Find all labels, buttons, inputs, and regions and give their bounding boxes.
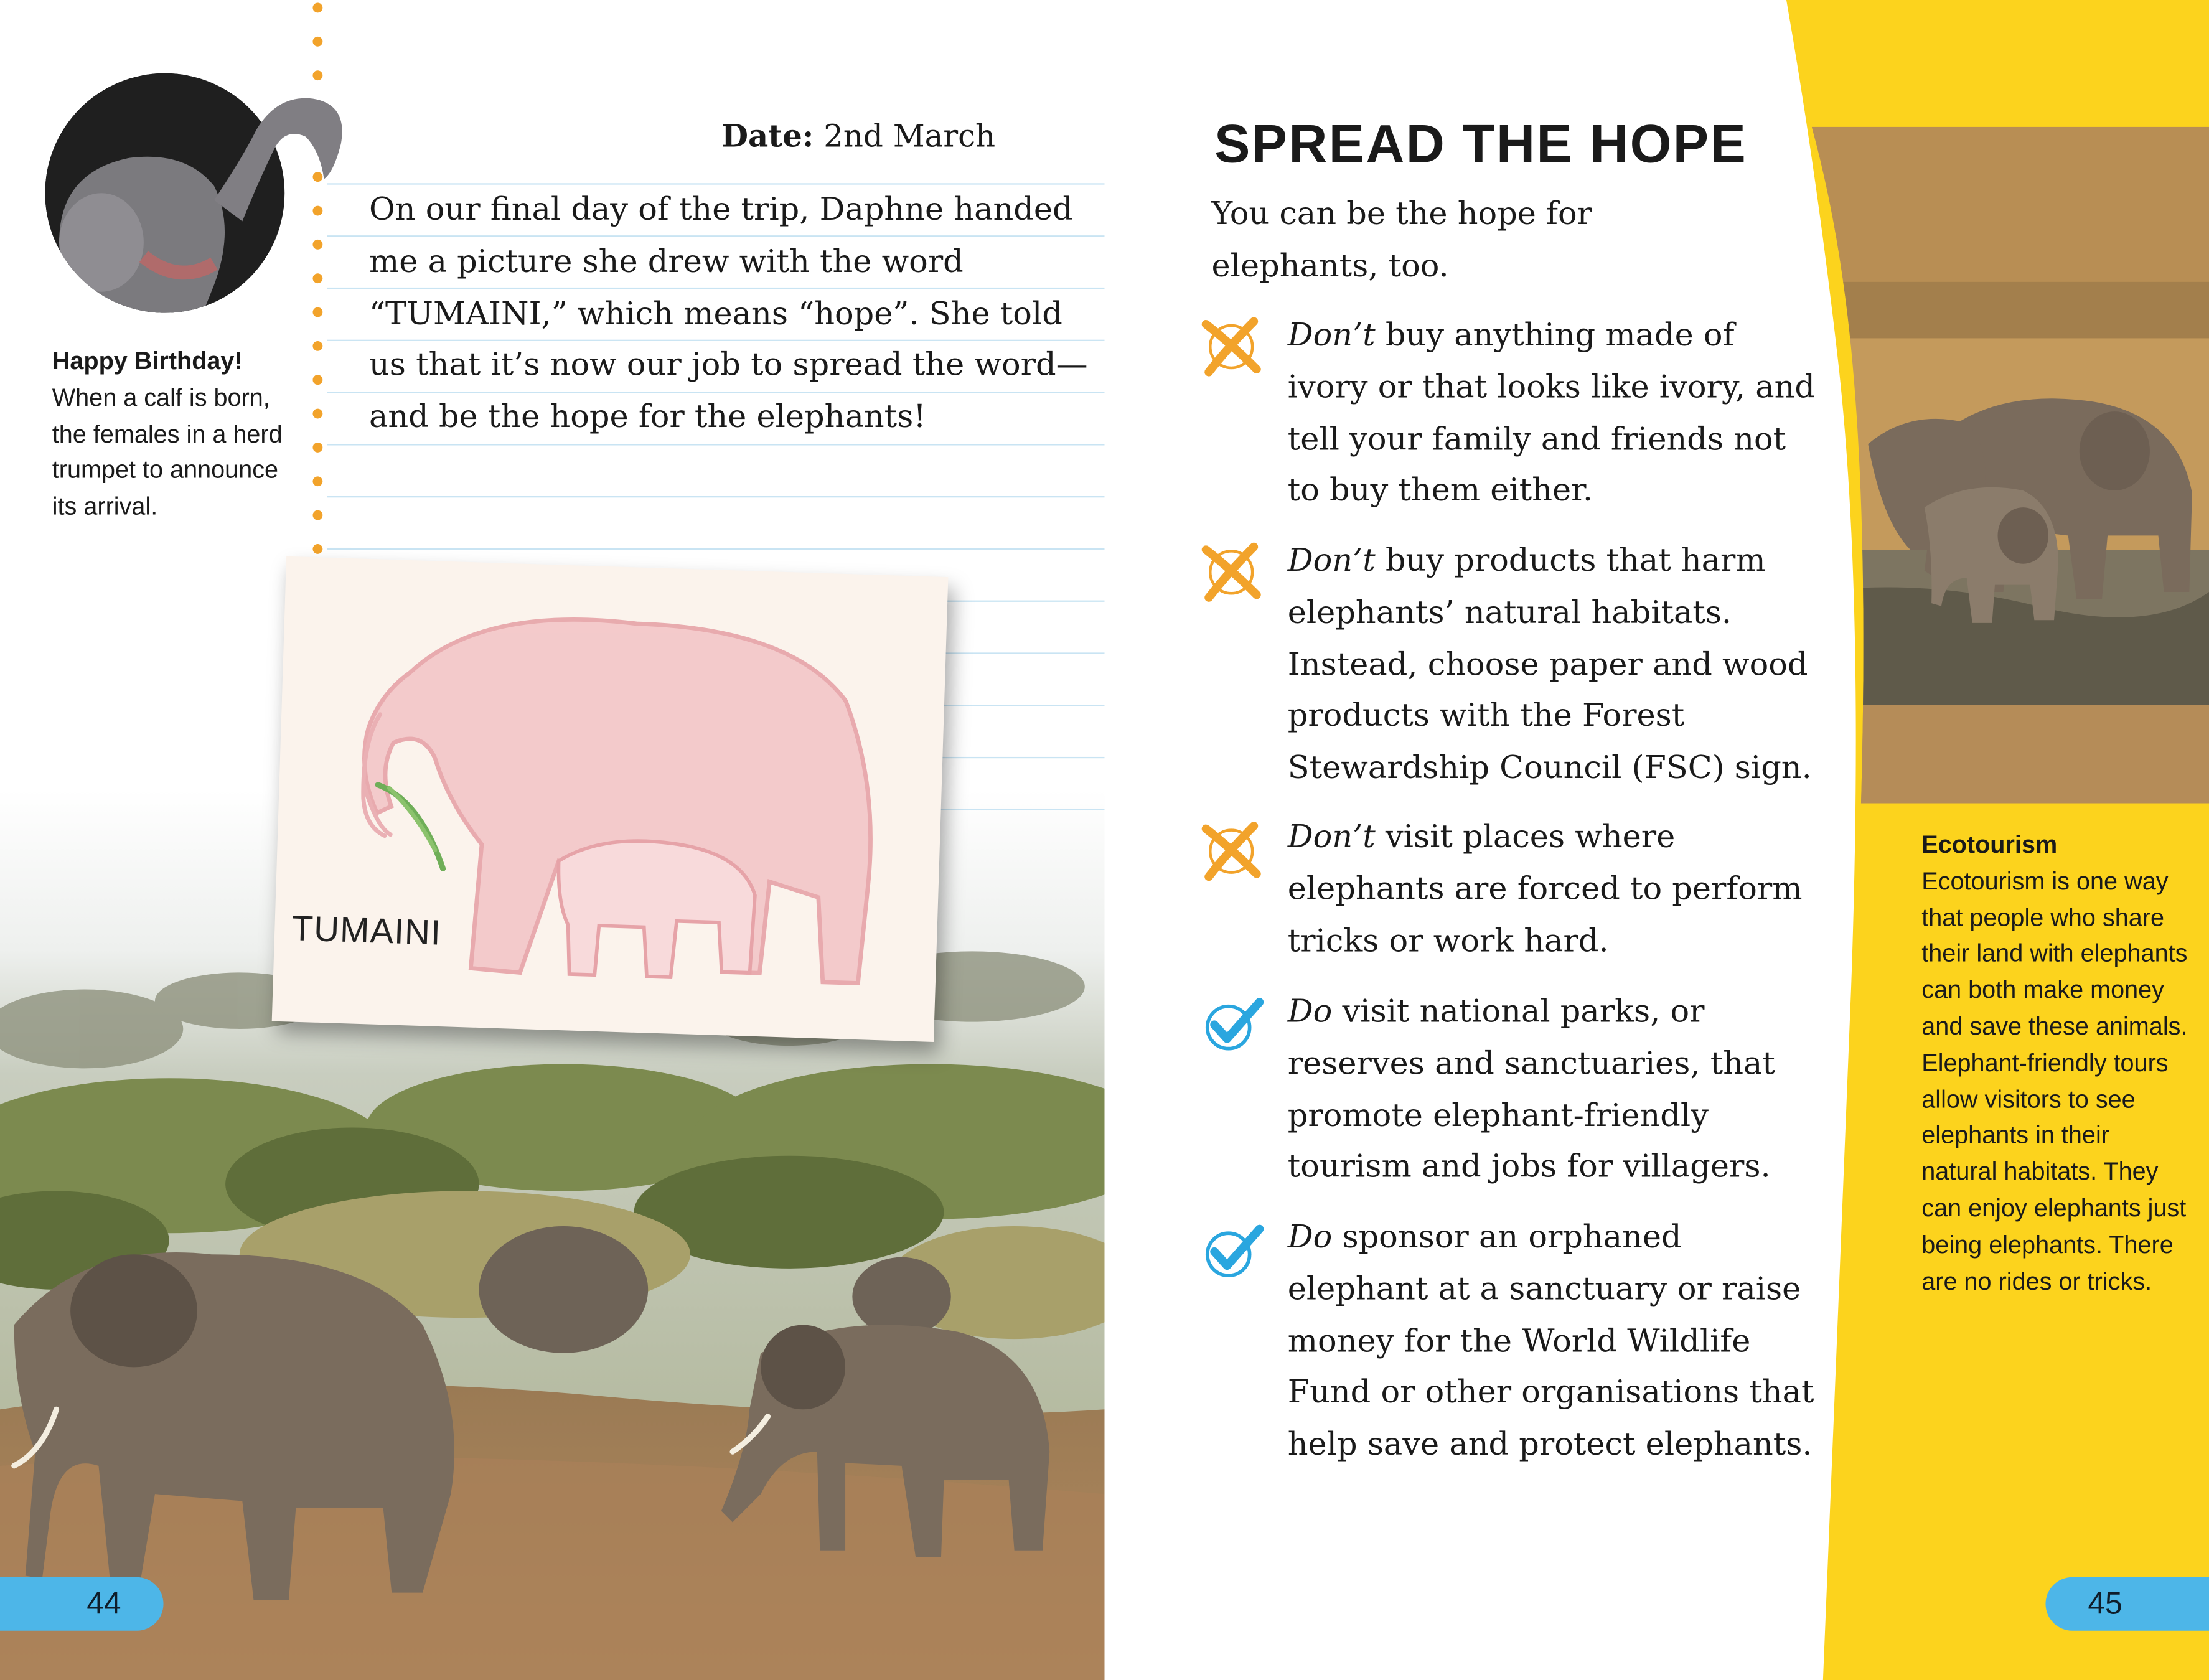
advice-item-3-text: visit places where elephants are forced to perform tricks or work hard. (1287, 819, 1803, 960)
advice-item-2-lead: Don’t (1287, 542, 1376, 580)
advice-item-5-text: sponsor an orphaned elephant at a sanctuary or raise money for the World Wildlife Fund or other organisations that help save and protect elephants. (1287, 1219, 1814, 1463)
tumaini-drawing-card (272, 556, 949, 1042)
waterhole-elephants-photo (1812, 127, 2209, 804)
page-number-left (0, 1577, 164, 1631)
pink-elephant-drawing (272, 556, 949, 1042)
diary-date (721, 118, 995, 155)
advice-item-4-text: visit national parks, or reserves and sanctuaries, that promote elephant-friendly tourism and jobs for villagers. (1287, 993, 1775, 1186)
ecotourism-caption (1921, 827, 2189, 1300)
ecotourism-caption-title: Ecotourism (1921, 830, 2058, 858)
advice-item-4-lead: Do (1287, 993, 1333, 1031)
advice-item-2-text: buy products that harm elephants’ natural habitats. Instead, choose paper and wood products with the Forest Stewardship Council (FSC) sign. (1287, 542, 1812, 787)
advice-item-2 (1288, 535, 1823, 795)
advice-item-1-lead: Don’t (1287, 317, 1376, 354)
trumpeting-elephant-photo (45, 73, 284, 313)
check-icon (1198, 1218, 1265, 1285)
ecotourism-caption-body: Ecotourism is one way that people who share their land with elephants can both make money and save these animals. Elephant-friendly tours allow visitors to see elephants in their natural habitats. They can enjoy elephants just being elephants. There are no rides or tricks. (1921, 866, 2188, 1295)
page-number-right (2045, 1577, 2209, 1631)
cross-icon (1198, 538, 1265, 606)
advice-item-5-lead: Do (1287, 1219, 1333, 1256)
cross-icon (1198, 313, 1265, 381)
check-icon (1198, 991, 1265, 1059)
calf-caption (52, 344, 299, 525)
cross-icon (1198, 817, 1265, 885)
advice-item-3-lead: Don’t (1287, 819, 1376, 856)
advice-item-5 (1288, 1212, 1823, 1471)
advice-item-1 (1288, 310, 1823, 517)
date-label: Date: (721, 118, 814, 156)
right-page (1105, 0, 2209, 1680)
page-number-left-text: 44 (87, 1585, 121, 1621)
advice-item-1-text: buy anything made of ivory or that looks like ivory, and tell your family and friends not to buy them either. (1287, 317, 1816, 510)
diary-paragraph: On our final day of the trip, Daphne handed me a picture she drew with the word “TUMAINI,” which means “hope”. She told us that it’s now our job to spread the word—and be the hope for the elephants! (369, 191, 1088, 436)
date-value: 2nd March (823, 120, 996, 156)
advice-item-4 (1288, 987, 1823, 1194)
calf-caption-body: When a calf is born, the females in a herd trumpet to announce its arrival. (52, 383, 283, 520)
section-heading: SPREAD THE HOPE (1214, 115, 1748, 175)
tumaini-label: TUMAINI (291, 909, 442, 954)
intro-text: You can be the hope for elephants, too. (1211, 195, 1592, 284)
advice-item-3 (1288, 812, 1823, 967)
calf-caption-title: Happy Birthday! (52, 347, 243, 375)
page-number-right-text: 45 (2088, 1585, 2122, 1621)
